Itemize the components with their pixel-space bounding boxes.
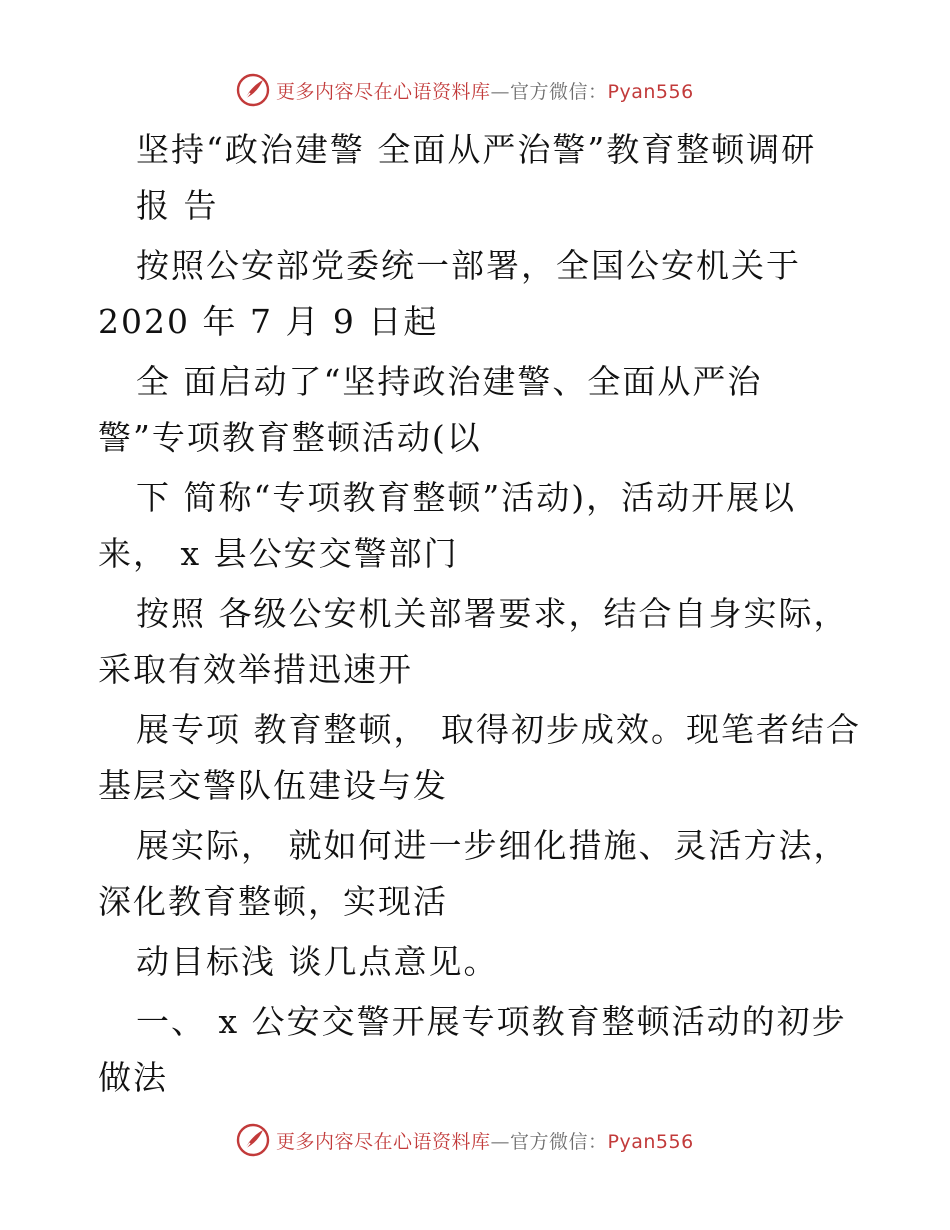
- body-line: 深化教育整顿，实现活: [98, 882, 448, 921]
- watermark-brand: 更多内容尽在心语资料库: [276, 1130, 491, 1153]
- body-line: 动目标浅 谈几点意见。: [136, 942, 499, 981]
- watermark-text: [276, 77, 694, 104]
- watermark-account: Pyan556: [607, 1130, 694, 1153]
- watermark-text: [276, 1127, 694, 1154]
- body-line: 来， x 县公安交警部门: [98, 534, 459, 573]
- document-title-continued: 报 告: [136, 186, 219, 225]
- section-heading-continued: 做法: [98, 1058, 168, 1097]
- body-line: 警”专项教育整顿活动(以: [98, 418, 482, 457]
- watermark-official-label: 官方微信：: [510, 80, 608, 103]
- watermark-official-label: 官方微信：: [510, 1130, 608, 1153]
- body-line: 展专项 教育整顿， 取得初步成效。现笔者结合: [136, 710, 861, 749]
- body-line: 全 面启动了“坚持政治建警、全面从严治: [136, 362, 763, 401]
- watermark-account: Pyan556: [607, 80, 694, 103]
- document-title: 坚持“政治建警 全面从严治警”教育整顿调研: [136, 130, 817, 169]
- body-line: 下 简称“专项教育整顿”活动)，活动开展以: [136, 478, 797, 517]
- body-line: 2020 年 7 月 9 日起: [98, 302, 439, 341]
- footer-watermark: [236, 1122, 694, 1158]
- watermark-separator: —: [490, 1130, 511, 1153]
- body-line: 采取有效举措迅速开: [98, 650, 413, 689]
- body-line: 基层交警队伍建设与发: [98, 766, 448, 805]
- body-line: 展实际， 就如何进一步细化措施、灵活方法，: [136, 826, 849, 865]
- header-watermark: [236, 72, 694, 108]
- quill-pen-logo-icon: [236, 73, 270, 107]
- watermark-separator: —: [490, 80, 511, 103]
- quill-pen-logo-icon: [236, 1123, 270, 1157]
- body-line: 按照 各级公安机关部署要求，结合自身实际，: [136, 594, 849, 633]
- watermark-brand: 更多内容尽在心语资料库: [276, 80, 491, 103]
- body-line: 按照公安部党委统一部署，全国公安机关于: [136, 246, 801, 285]
- section-heading: 一、 x 公安交警开展专项教育整顿活动的初步: [136, 1002, 847, 1041]
